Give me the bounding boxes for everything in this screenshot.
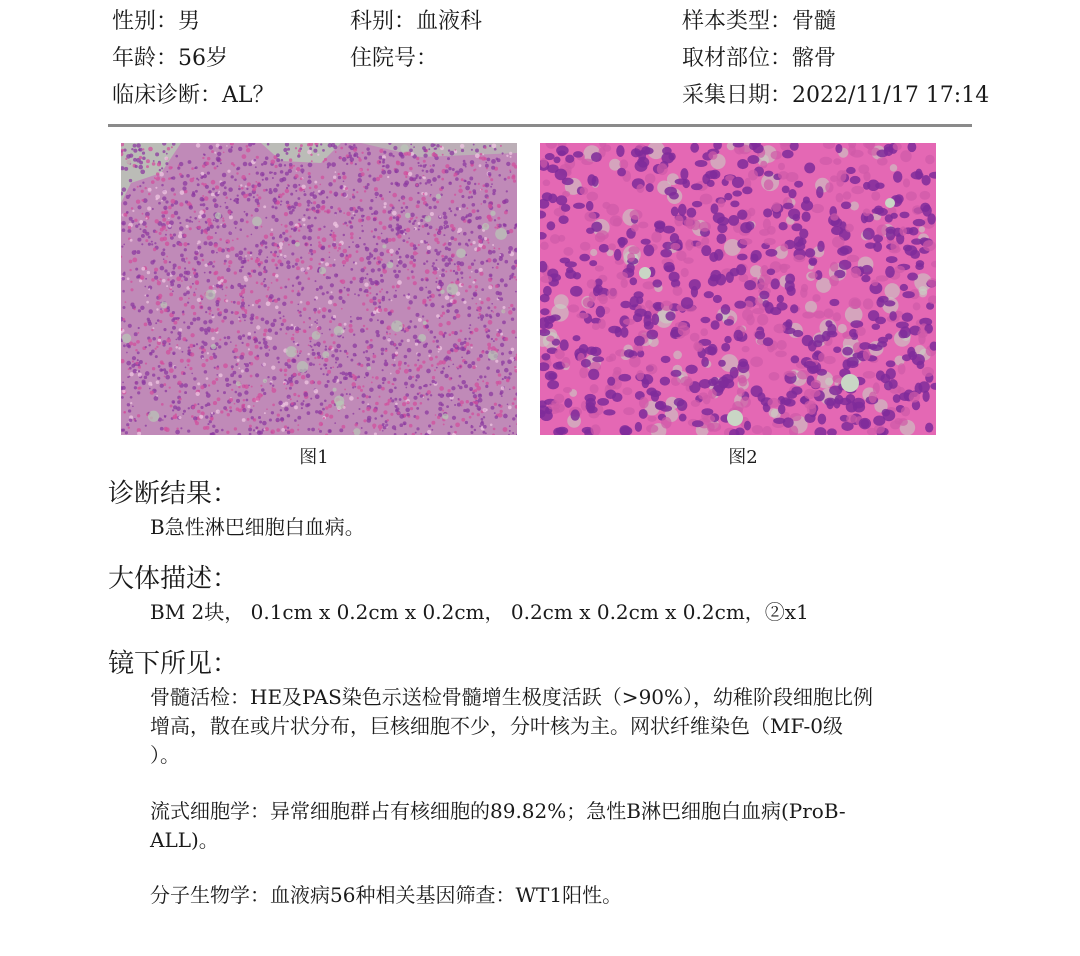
figure-2-caption: 图2 (728, 447, 758, 468)
clinical-diagnosis-field (112, 82, 275, 110)
gross-description-title: 大体描述： (108, 564, 239, 594)
inpatient-number-label: 住院号： (350, 46, 439, 71)
inpatient-number-field (350, 45, 438, 73)
micrograph-figure-1-image (121, 143, 517, 435)
bone-marrow-biopsy-line-2: 增高，散在或片状分布，巨核细胞不少，分叶核为主。网状纤维染色（MF-0级 (150, 714, 843, 738)
department-label: 科别： (350, 9, 417, 34)
micrograph-figure-1 (121, 143, 517, 435)
gender-field (112, 8, 200, 36)
sampling-site-field (682, 45, 836, 73)
clinical-diagnosis-value: AL？ (222, 83, 275, 108)
header-divider (108, 124, 972, 127)
flow-cytometry-line-1: 流式细胞学：异常细胞群占有核细胞的89.82%；急性B淋巴细胞白血病(ProB- (150, 799, 846, 823)
collection-date-label: 采集日期： (682, 83, 793, 108)
age-field (112, 45, 228, 73)
microscopic-findings-title: 镜下所见： (108, 649, 239, 679)
flow-cytometry-line-2: ALL)。 (150, 828, 219, 852)
sampling-site-value: 髂骨 (792, 46, 837, 71)
collection-date-field (682, 82, 989, 110)
sampling-site-label: 取材部位： (682, 46, 793, 71)
age-label: 年龄： (112, 46, 179, 71)
sample-type-field (682, 8, 836, 36)
gender-value: 男 (178, 9, 201, 34)
department-value: 血液科 (416, 9, 483, 34)
collection-date-value: 2022/11/17 17:14 (792, 83, 990, 108)
sample-type-value: 骨髓 (792, 9, 837, 34)
diagnosis-title: 诊断结果： (108, 479, 239, 509)
age-value: 56岁 (178, 46, 229, 71)
diagnosis-text: B急性淋巴细胞白血病。 (150, 515, 365, 539)
micrograph-figure-2-image (540, 143, 936, 435)
gender-label: 性别： (112, 9, 179, 34)
bone-marrow-biopsy-line-3: ）。 (150, 743, 180, 767)
molecular-biology-line-1: 分子生物学：血液病56种相关基因筛查：WT1阳性。 (150, 883, 623, 907)
department-field (350, 8, 482, 36)
micrograph-figure-2 (540, 143, 936, 435)
gross-description-text: BM 2块， 0.1cm x 0.2cm x 0.2cm， 0.2cm x 0.2cm x 0.2cm，②x1 (150, 600, 809, 624)
sample-type-label: 样本类型： (682, 9, 793, 34)
clinical-diagnosis-label: 临床诊断： (112, 83, 223, 108)
figure-1-caption: 图1 (299, 447, 329, 468)
bone-marrow-biopsy-line-1: 骨髓活检：HE及PAS染色示送检骨髓增生极度活跃（>90%），幼稚阶段细胞比例 (150, 685, 874, 709)
